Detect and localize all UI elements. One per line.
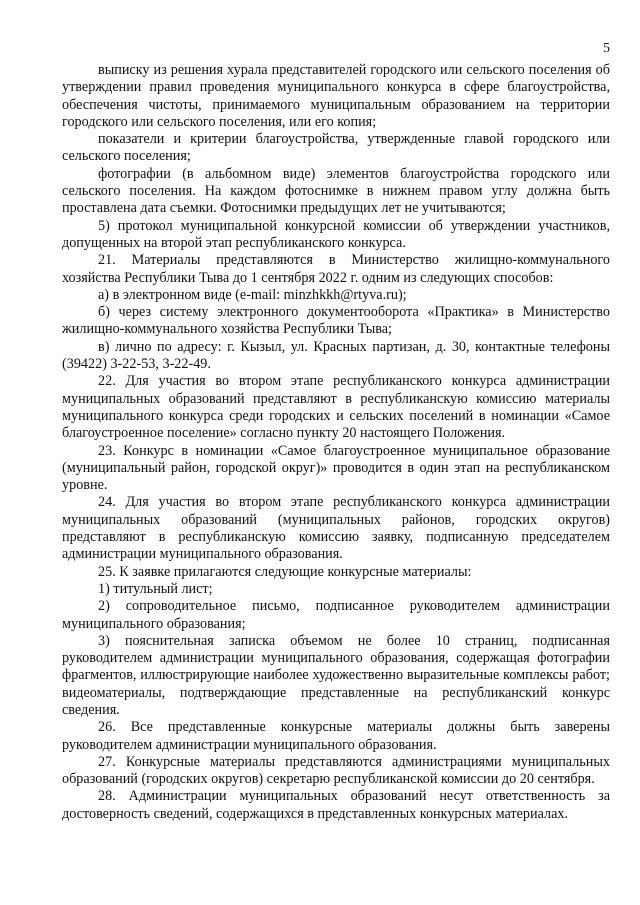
paragraph: 27. Конкурсные материалы представляются администрациями муниципальных образований (городских округов) секретарю республиканской комиссии до 20 сентября.	[62, 753, 610, 788]
document-body	[62, 62, 610, 823]
paragraph: 5) протокол муниципальной конкурсной комиссии об утверждении участников, допущенных на второй этап республиканского конкурса.	[62, 217, 610, 251]
paragraph: фотографии (в альбомном виде) элементов благоустройства городского или сельского поселения. На каждом фотоснимке в нижнем правом углу должна быть проставлена дата съемки. Фотоснимки предыдущих лет не учитываются;	[62, 165, 610, 217]
paragraph: 1) титульный лист;	[98, 580, 213, 597]
paragraph: выписку из решения хурала представителей городского или сельского поселения об утверждении правил проведения муниципального конкурса в сфере благоустройства, обеспечения чистоты, принимаемого муниципальным образованием на территории городского или сельского поселения, или его копия;	[62, 62, 610, 130]
paragraph: в) лично по адресу: г. Кызыл, ул. Красных партизан, д. 30, контактные телефоны (39422) 3-22-53, 3-22-49.	[62, 338, 610, 373]
paragraph: 21. Материалы представляются в Министерство жилищно-коммунального хозяйства Республики Тыва до 1 сентября 2022 г. одним из следующих способов:	[62, 252, 610, 286]
page-number: 5	[603, 41, 610, 56]
paragraph: показатели и критерии благоустройства, утвержденные главой городского или сельского поселения;	[62, 131, 610, 165]
paragraph: 23. Конкурс в номинации «Самое благоустроенное муниципальное образование (муниципальный район, городской округ)» проводится в один этап на республиканском уровне.	[62, 442, 610, 494]
paragraph: 24. Для участия во втором этапе республиканского конкурса администрации муниципальных образований (муниципальных районов, городских округов) представляют в республиканскую комиссию заявку, подписанную председателем администрации муниципального образования.	[62, 494, 610, 563]
paragraph: 3) пояснительная записка объемом не более 10 страниц, подписанная руководителем администрации муниципального образования, содержащая фотографии фрагментов, иллюстрирующие наиболее художественно выразительные комплексы работ; видеоматериалы, подтверждающие представленные на республиканский конкурс сведения.	[62, 632, 610, 718]
paragraph: 22. Для участия во втором этапе республиканского конкурса администрации муниципальных образований представляют в республиканскую комиссию материалы муниципального конкурса среди городских и сельских поселений в номинации «Самое благоустроенное поселение» согласно пункту 20 настоящего Положения.	[62, 373, 610, 442]
paragraph: 25. К заявке прилагаются следующие конкурсные материалы:	[98, 563, 472, 580]
paragraph: б) через систему электронного документооборота «Практика» в Министерство жилищно-коммунального хозяйства Республики Тыва;	[62, 304, 610, 338]
paragraph: 2) сопроводительное письмо, подписанное руководителем администрации муниципального образования;	[62, 598, 610, 632]
paragraph: а) в электронном виде (e-mail: minzhkkh@rtyva.ru);	[98, 286, 407, 303]
paragraph: 28. Администрации муниципальных образований несут ответственность за достоверность сведений, содержащихся в представленных конкурсных материалах.	[62, 788, 610, 822]
paragraph: 26. Все представленные конкурсные материалы должны быть заверены руководителем администрации муниципального образования.	[62, 719, 610, 753]
